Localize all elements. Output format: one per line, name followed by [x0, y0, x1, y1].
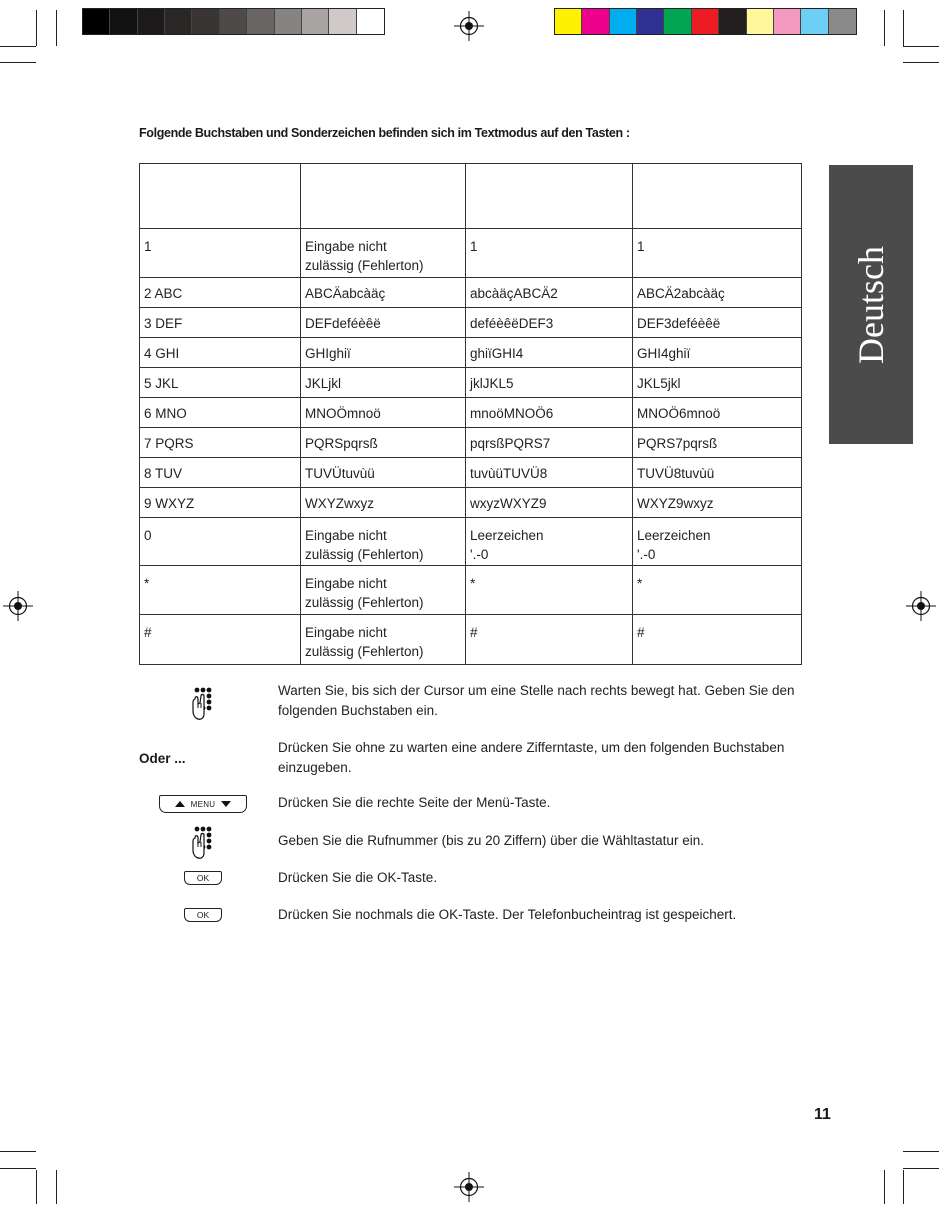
table-cell: 2 ABC	[140, 278, 301, 308]
process-color-bar	[554, 8, 857, 35]
crop-mark	[0, 1168, 36, 1169]
table-cell: MNOÖ6mnoö	[633, 398, 802, 428]
keypad-hand-icon	[191, 825, 217, 861]
menu-key-label: MENU	[190, 799, 216, 809]
color-swatch	[220, 9, 247, 34]
triangle-up-icon	[175, 801, 185, 807]
color-swatch	[637, 9, 664, 34]
table-cell: Eingabe nicht zulässig (Fehlerton)	[301, 229, 466, 278]
color-swatch	[610, 9, 637, 34]
crop-mark	[903, 10, 904, 46]
color-swatch	[774, 9, 801, 34]
table-header-cell	[140, 164, 301, 229]
table-cell: GHIghiï	[301, 338, 466, 368]
color-swatch	[357, 9, 384, 34]
crop-mark	[903, 1168, 939, 1169]
crop-mark	[903, 46, 939, 47]
registration-mark-icon	[905, 590, 937, 622]
table-cell: 9 WXYZ	[140, 488, 301, 518]
gray-color-bar	[82, 8, 385, 35]
table-cell: WXYZ9wxyz	[633, 488, 802, 518]
color-swatch	[719, 9, 746, 34]
table-cell: 7 PQRS	[140, 428, 301, 458]
color-swatch	[582, 9, 609, 34]
key-character-table	[139, 163, 802, 665]
table-row	[140, 308, 802, 338]
table-cell: JKLjkl	[301, 368, 466, 398]
menu-key	[159, 795, 247, 813]
table-row	[140, 278, 802, 308]
crop-mark	[0, 46, 36, 47]
table-cell: Leerzeichen '.-0	[466, 518, 633, 566]
color-swatch	[664, 9, 691, 34]
table-cell: 1	[466, 229, 633, 278]
color-swatch	[192, 9, 219, 34]
color-swatch	[138, 9, 165, 34]
color-swatch	[275, 9, 302, 34]
table-cell: #	[140, 615, 301, 665]
table-cell: DEF3deféèêë	[633, 308, 802, 338]
color-swatch	[692, 9, 719, 34]
table-cell: TUVÜ8tuvùü	[633, 458, 802, 488]
table-cell: Eingabe nicht zulässig (Fehlerton)	[301, 615, 466, 665]
color-swatch	[555, 9, 582, 34]
table-cell: Eingabe nicht zulässig (Fehlerton)	[301, 566, 466, 615]
instruction-step-2: Drücken Sie ohne zu warten eine andere Zifferntaste, um den folgenden Buchstaben einzugeben.	[278, 740, 785, 775]
table-cell: abcàäçABCÄ2	[466, 278, 633, 308]
table-cell: tuvùüTUVÜ8	[466, 458, 633, 488]
table-header-cell	[466, 164, 633, 229]
ok-key-label: OK	[196, 910, 210, 920]
instruction-step-5: Drücken Sie die OK-Taste.	[278, 870, 438, 885]
crop-mark	[903, 62, 939, 63]
table-cell: 3 DEF	[140, 308, 301, 338]
color-swatch	[165, 9, 192, 34]
table-header-row	[140, 164, 802, 229]
table-cell: PQRS7pqrsß	[633, 428, 802, 458]
ok-key	[184, 908, 222, 922]
table-header-cell	[633, 164, 802, 229]
table-cell: DEFdeféèêë	[301, 308, 466, 338]
instruction-step-6: Drücken Sie nochmals die OK-Taste. Der Telefonbucheintrag ist gespeichert.	[278, 907, 737, 922]
table-row	[140, 488, 802, 518]
page-heading: Folgende Buchstaben und Sonderzeichen befinden sich im Textmodus auf den Tasten :	[139, 126, 630, 140]
table-row	[140, 398, 802, 428]
color-swatch	[801, 9, 828, 34]
color-swatch	[247, 9, 274, 34]
table-cell: deféèêëDEF3	[466, 308, 633, 338]
table-cell: TUVÜtuvùü	[301, 458, 466, 488]
table-cell: ABCÄ2abcàäç	[633, 278, 802, 308]
crop-mark	[56, 1170, 57, 1204]
language-tab	[829, 165, 913, 444]
crop-mark	[56, 10, 57, 46]
table-cell: PQRSpqrsß	[301, 428, 466, 458]
table-cell: ghiïGHI4	[466, 338, 633, 368]
page-number: 11	[814, 1106, 831, 1123]
table-cell: pqrsßPQRS7	[466, 428, 633, 458]
table-row	[140, 368, 802, 398]
table-row	[140, 229, 802, 278]
table-cell: 1	[633, 229, 802, 278]
crop-mark	[884, 1170, 885, 1204]
table-cell: ABCÄabcàäç	[301, 278, 466, 308]
table-cell: JKL5jkl	[633, 368, 802, 398]
table-cell: mnoöMNOÖ6	[466, 398, 633, 428]
triangle-down-icon	[221, 801, 231, 807]
color-swatch	[829, 9, 856, 34]
table-row	[140, 566, 802, 615]
table-header-cell	[301, 164, 466, 229]
registration-mark-icon	[453, 1171, 485, 1203]
crop-mark	[0, 1151, 36, 1152]
table-cell: 8 TUV	[140, 458, 301, 488]
table-cell: Eingabe nicht zulässig (Fehlerton)	[301, 518, 466, 566]
table-cell: 6 MNO	[140, 398, 301, 428]
color-swatch	[329, 9, 356, 34]
language-tab-label: Deutsch	[851, 245, 891, 364]
table-row	[140, 428, 802, 458]
crop-mark	[903, 1151, 939, 1152]
table-cell: wxyzWXYZ9	[466, 488, 633, 518]
table-cell: #	[633, 615, 802, 665]
table-cell: 0	[140, 518, 301, 566]
table-cell: #	[466, 615, 633, 665]
crop-mark	[903, 1170, 904, 1204]
crop-mark	[36, 1170, 37, 1204]
crop-mark	[36, 10, 37, 46]
instruction-step-4: Geben Sie die Rufnummer (bis zu 20 Ziffern) über die Wähltastatur ein.	[278, 833, 704, 848]
color-swatch	[302, 9, 329, 34]
registration-mark-icon	[453, 10, 485, 42]
alternative-label: Oder ...	[139, 751, 186, 766]
keypad-hand-icon	[191, 686, 217, 722]
table-row	[140, 338, 802, 368]
registration-mark-icon	[2, 590, 34, 622]
table-row	[140, 458, 802, 488]
table-cell: jklJKL5	[466, 368, 633, 398]
instruction-step-1: Warten Sie, bis sich der Cursor um eine Stelle nach rechts bewegt hat. Geben Sie den folgenden Buchstaben ein.	[278, 683, 795, 718]
ok-key-label: OK	[196, 873, 210, 883]
ok-key	[184, 871, 222, 885]
table-row	[140, 615, 802, 665]
table-cell: 4 GHI	[140, 338, 301, 368]
color-swatch	[110, 9, 137, 34]
table-cell: *	[140, 566, 301, 615]
table-cell: MNOÖmnoö	[301, 398, 466, 428]
table-row	[140, 518, 802, 566]
table-cell: *	[466, 566, 633, 615]
color-swatch	[83, 9, 110, 34]
table-cell: Leerzeichen '.-0	[633, 518, 802, 566]
table-cell: WXYZwxyz	[301, 488, 466, 518]
table-cell: 5 JKL	[140, 368, 301, 398]
crop-mark	[0, 62, 36, 63]
color-swatch	[747, 9, 774, 34]
instruction-step-3: Drücken Sie die rechte Seite der Menü-Taste.	[278, 795, 551, 810]
table-cell: GHI4ghiï	[633, 338, 802, 368]
crop-mark	[884, 10, 885, 46]
table-cell: 1	[140, 229, 301, 278]
table-cell: *	[633, 566, 802, 615]
